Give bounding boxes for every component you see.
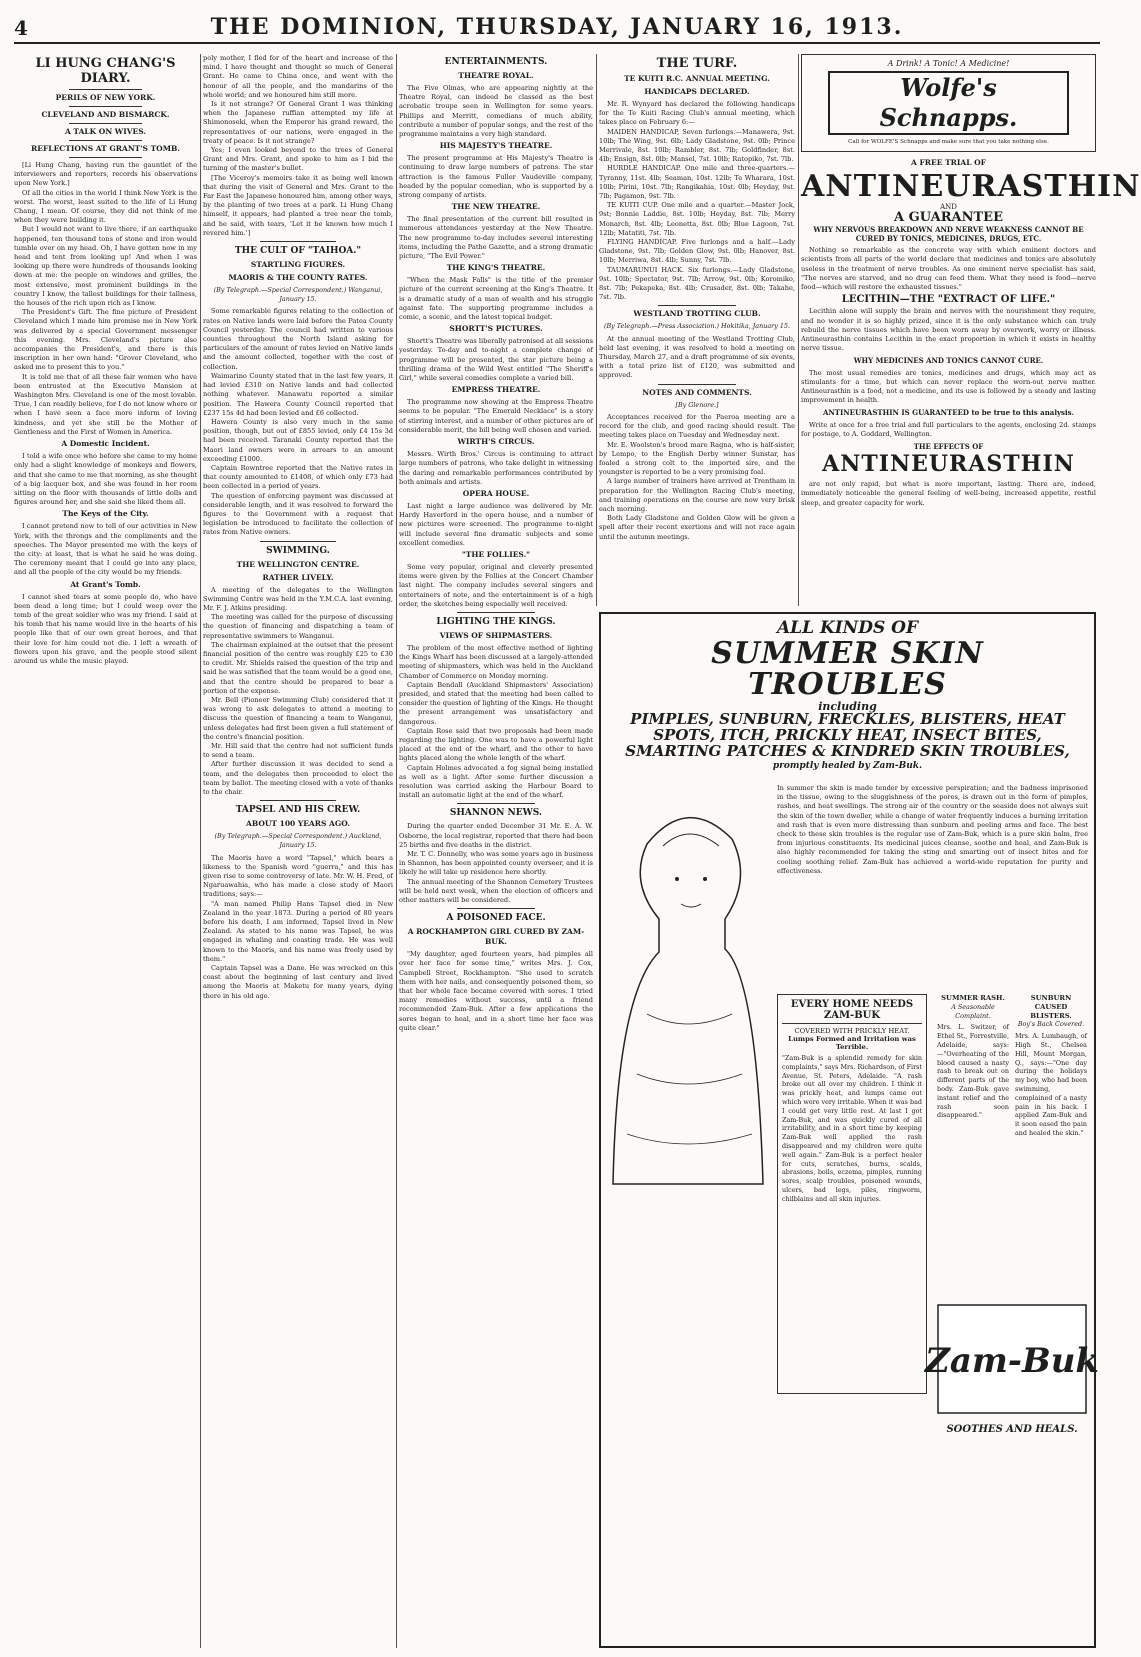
column-3	[399, 54, 593, 1648]
divider	[69, 140, 142, 141]
ad-intro: A FREE TRIAL OF	[911, 158, 986, 168]
divider	[69, 157, 142, 158]
article-paragraph: During the quarter ended December 31 Mr. E. A. W. Osborne, the local registrar, reported that there had been 25 births and five deaths in the district.	[399, 822, 593, 849]
article-paragraph: The present programme at His Majesty's Theatre is continuing to draw large numbers of patrons. The star attraction is the famous Fuller Vaudeville company, headed by the popular comedian, who is supported by a strong company of artists.	[399, 154, 593, 200]
article-paragraph: [Li Hung Chang, having run the gauntlet of the interviewers and reporters, records his observations upon New York.]	[14, 161, 197, 188]
article-paragraph: Is it not strange? Of General Grant I was thinking when the Japanese ruffian attempted my life at Shimonoseki, when the Emperor his grand reward, the representatives of our nations, were engaged in the treaty of peace. Is it not strange?	[203, 100, 393, 145]
logo-text: Zam-Buk	[925, 1341, 1099, 1381]
testimonial-subtitle: Boy's Back Covered.	[1017, 1020, 1085, 1029]
article-paragraph: The President's Gift. The fine picture of President Cleveland which I made him promise me in New York was delivered by a special Government messenger this evening. Mrs. Cleveland's picture also accompanies the President's, and there is this inscription in her own hand: "Grover Cleveland, who asked me to present this to you."	[14, 308, 197, 372]
article-paragraph: Messrs. Wirth Bros.' Circus is continuing to attract large numbers of patrons, who take delight in witnessing the daring and remarkable performances contributed by both animals and artists.	[399, 450, 593, 486]
ad-brand: ANTINEURASTHIN	[822, 451, 1075, 478]
ad-subhead: WHY NERVOUS BREAKDOWN AND NERVE WEAKNESS CANNOT BE CURED BY TONICS, MEDICINES, DRUGS, ETC.	[813, 224, 1084, 244]
article-paragraph: Mr. R. Wynyard has declared the following handicaps for the Te Kuiti Racing Club's annual meeting, which takes place on February 6:—	[599, 100, 795, 127]
woman-illustration	[607, 784, 767, 1184]
article-headline: NOTES AND COMMENTS.	[642, 387, 752, 397]
divider	[457, 803, 535, 804]
article-deck: MAORIS & THE COUNTY RATES.	[228, 273, 368, 283]
ad-body: Write at once for a free trial and full particulars to the agents, enclosing 2d. stamps for postage, to A. Goddard, Wellington.	[801, 420, 1096, 438]
ad-subhead: LECITHIN—THE "EXTRACT OF LIFE."	[841, 294, 1056, 306]
section-subhead: THE NEW THEATRE.	[451, 202, 541, 212]
article-paragraph: Some remarkable figures relating to the collection of rates on Native lands were laid before the Patea County Council yesterday. The council had written to various counties throughout the North Island asking for particulars of the amount of rates levied on Native lands and the amount collected, together with the cost of collection.	[203, 307, 393, 371]
section-subhead: A Domestic Incident.	[61, 439, 150, 449]
box-subhead: COVERED WITH PRICKLY HEAT.	[794, 1027, 910, 1035]
article-paragraph: The programme now showing at the Empress Theatre seems to be popular. "The Emerald Necklace" is a story of stirring interest, and a number of other pictures are of considerable merit, the bill being well chosen and varied.	[399, 398, 593, 434]
divider	[69, 89, 142, 90]
article-paragraph: At the annual meeting of the Westland Trotting Club, held last evening, it was resolved to hold a meeting on Thursday, March 27, and a draft programme of six events, with a total prize list of £120, was submitted and approved.	[599, 334, 795, 380]
column-1	[14, 54, 197, 1648]
article-paragraph: The chairman explained at the outset that the present financial position of the centre was roughly £25 to £30 to credit. Mr. Shields raised the question of the trip and said he was satisfied that the team would be a good one, and that the centre should be prepared to bear a portion of the expense.	[203, 640, 393, 695]
article-paragraph: Mr. Bell (Pioneer Swimming Club) considered that it was wrong to ask delegates to attend a meeting to discuss the question of financing a team to Wanganui, unless delegates had first been given a full statement of the centre's financial position.	[203, 695, 393, 741]
divider	[658, 305, 736, 306]
article-paragraph: Captain Rowntree reported that the Native rates in that county amounted to £1408, of which only £73 had been collected in a period of years.	[203, 463, 393, 491]
testimonial-summer-rash	[937, 994, 1009, 1294]
article-paragraph: HURDLE HANDICAP. One mile and three-quarters.—Tyranny, 11st. 4lb; Seaman, 10st. 12lb; Te Wharara, 10st. 10lb; Pirini, 10st. 7lb; Rangikahia, 10st. 0lb; Heyday, 9st. 7lb; Pagamon, 9st. 7lb.	[599, 164, 795, 201]
divider	[69, 106, 142, 107]
testimonial-title: SUNBURN CAUSED BLISTERS.	[1030, 994, 1072, 1020]
article-continuation: poly mother, I fled for of the heart and increase of the mind. I have thought and thought so much of General Grant. He came to China once, and went with the honour of all the people, and the mandarins of the whole world; and we honoured him still more.	[203, 54, 393, 99]
article-deck: RATHER LIVELY.	[262, 572, 334, 582]
zam-buk-ad	[599, 612, 1099, 1648]
ad-note: Call for WOLFE'S Schnapps and make sure that you take nothing else.	[848, 139, 1049, 146]
divider	[69, 123, 142, 124]
article-headline: WESTLAND TROTTING CLUB.	[633, 309, 761, 319]
article-headline: A POISONED FACE.	[446, 913, 546, 924]
byline: (By Telegraph.—Press Association.) Hokitika, January 15.	[603, 322, 791, 331]
article-paragraph: MAIDEN HANDICAP, Seven furlongs.—Manawera, 9st. 10lb; The Wing, 9st. 6lb; Lady Gladstone, 9st. 0lb; Prince Merrivale, 8st. 10lb; Rambler, 8st. 7lb; Goldfinder, 8st. 4lb; Ensign, 8st. 0lb; Mansel, 7st. 10lb; Ratopiko, 7st. 7lb.	[599, 127, 795, 164]
zam-buk-logo	[925, 1304, 1099, 1414]
article-paragraph: I told a wife once who before she came to my home only had a slight knowledge of monkeys and flowers, and that she came to me that morning, as she thought of a big lacquer box, and she was found in her room sitting on the floor with thousands of little dolls and figures around her, and she said she liked them all.	[14, 452, 197, 507]
section-subhead: SHORTT'S PICTURES.	[449, 324, 543, 334]
box-body: "Zam-Buk is a splendid remedy for skin complaints," says Mrs. Richardson, of First Avenue, St. Peters, Adelaide. "A rash broke out all over my children. I think it was prickly heat, and lumps came out which were very irritable. When it was bad I could get very little rest. At last I got Zam-Buk, and was quickly cured of all irritability, and in a short time by keeping Zam-Buk well applied the rash disappeared and my children were quite well again." Zam-Buk is a perfect healer for cuts, scratches, burns, scalds, abrasions, boils, eczema, pimples, running sores, scalp troubles, poisoned wounds, ulcers, bad legs, piles, ringworm, chilblains and all skin injuries.	[782, 1054, 922, 1203]
article-paragraph: "When the Mask Falls" is the title of the premier picture of the current screening at the King's Theatre. It is a dramatic study of a man of wealth and his struggle against fate. The supporting programme includes a comic, a scenic, and the latest topical budget.	[399, 276, 593, 322]
section-headline: THE TURF.	[656, 56, 738, 71]
article-paragraph: I cannot pretend now to tell of our activities in New York, with the throngs and the compliments and the speeches. The Mayor presented me with the keys of the city: at least, that is what he said he was doing. The ceremony meant that I could go into any place, and all the people of the city would be my friends.	[14, 522, 197, 577]
column-rule	[798, 54, 799, 606]
article-paragraph: Some very popular, original and cleverly presented items were given by the Follies at the Concert Chamber last night. The company includes several singers and entertainers of note, and the entertainment is of a high order, the sketches being especially well received.	[399, 562, 593, 608]
ad-tagline: SOOTHES AND HEALS.	[946, 1424, 1078, 1435]
byline: (By Telegraph.—Special Correspondent.) Wanganui, January 15.	[213, 286, 383, 304]
section-subhead: At Grant's Tomb.	[70, 579, 141, 589]
ad-conjunction: AND	[940, 203, 957, 212]
article-paragraph: Shortt's Theatre was liberally patronised at all sessions yesterday. To-day and to-night a complete change of programme will be presented, the star picture being a thrilling drama of the Wild West entitled "The Sheriff's Girl," while several comedies complete a varied bill.	[399, 337, 593, 383]
column-rule	[200, 54, 201, 1648]
testimonial-body: Mrs. L. Switzer, of Ethel St., Forrestville, Adelaide, says:—"Overheating of the blood caused a nasty rash to break out on different parts of the body. Zam-Buk gave instant relief and the rash soon disappeared."	[937, 1023, 1009, 1120]
ad-main	[607, 784, 1099, 1640]
box-headline: EVERY HOME NEEDS ZAM-BUK	[782, 999, 922, 1024]
column-rule	[596, 54, 597, 606]
masthead	[14, 8, 1100, 44]
article-headline: TAPSEL AND HIS CREW.	[235, 805, 361, 816]
article-headline: SWIMMING.	[266, 545, 330, 556]
divider	[457, 612, 535, 613]
article-deck: HANDICAPS DECLARED.	[644, 87, 750, 96]
box-subhead: Lumps Formed and Irritation was Terrible.	[788, 1035, 916, 1051]
section-subhead: "THE FOLLIES."	[461, 549, 531, 559]
article-paragraph: Hawera County is also very much in the same position, though, but out of £855 levied, only £4 15s 3d had been received. Taranaki County reported that the Maori land owners were in arrears to an amount exceeding £1000.	[203, 417, 393, 463]
section-subhead: OPERA HOUSE.	[462, 488, 530, 498]
byline: (By Telegraph.—Special Correspondent.) Auckland, January 15.	[214, 832, 382, 850]
article-headline: LI HUNG CHANG'S DIARY.	[35, 56, 176, 86]
divider	[260, 241, 336, 242]
article-deck: ABOUT 100 YEARS AGO.	[246, 819, 350, 829]
column-2	[203, 54, 393, 1648]
article-paragraph: Of all the cities in the world I think New York is the worst. The worst, least suited to the life of Li Hung Chang, I mean. Of course, they did not think of me when they were building it.	[14, 188, 197, 225]
divider	[457, 908, 535, 909]
article-paragraph: Mr. Hill said that the centre had not sufficient funds to send a team.	[203, 742, 393, 760]
divider	[260, 800, 336, 801]
page-number: 4	[14, 16, 28, 40]
ad-subhead: WHY MEDICINES AND TONICS CANNOT CURE.	[853, 356, 1044, 366]
ad-headline-line: ALL KINDS OF	[776, 618, 919, 638]
article-deck: VIEWS OF SHIPMASTERS.	[439, 630, 553, 640]
article-paragraph: After further discussion it was decided to send a team, and the delegates then proceeded to elect the team by ballot. The meeting closed with a vote of thanks to the chair.	[203, 760, 393, 797]
section-subhead: THEATRE ROYAL.	[458, 71, 534, 80]
byline: [By Glenore.]	[675, 400, 719, 409]
article-deck: A ROCKHAMPTON GIRL CURED BY ZAM-BUK.	[407, 927, 585, 947]
article-paragraph: I cannot shed tears at some people do, who have been dead a long time; but I could weep over the tomb of the great soldier who was my friend. I said at his tomb that his name would live in the hearts of his people like that of our own great heroes, and that their love for him could not die. I left a wreath of flowers upon his grave, and the people stood silent around us while the music played.	[14, 592, 197, 665]
article-paragraph: Mr. E. Woolston's brood mare Ragna, who is half-sister, by Lempo, to the English Derby winner Sunstar, has foaled a strong colt to the imported sire, and the youngster is reported to be a very promising foal.	[599, 440, 795, 477]
ad-body: In summer the skin is made tender by excessive perspiration; and the badness imprisoned in the tissue, owing to the sluggishness of the pores, is drawn out in the form of pimples, rashes, and heat swellings. The strong air of the country or the seaside does not always suit the skin of the town dweller, while a change of water frequently induces a burning irritation and rash that is even more distressing than sunburn and peeling arms and face. The best check to these skin troubles is the regular use of Zam-Buk, which is a pure skin balm, free from injurious constituents. Its medicinal juices cleanse, soothe and heal, and Zam-Buk is also highly recommended for taking the sting and smarting out of insect bites and for cooling soothing relief. Zam-Buk has achieved a world-wide reputation for purity and effectiveness.	[777, 784, 1088, 875]
article-paragraph: Captain Holmes advocated a fog signal being installed as well as a light. After some further discussion a resolution was carried asking the Harbour Board to install an automatic light at the end of the wharf.	[399, 763, 593, 800]
article-paragraph: Captain Bendall (Auckland Shipmasters' Association) presided, and stated that the meeting had been called to consider the question of lighting of the Kings. He thought the present arrangement was unsatisfactory and dangerous.	[399, 680, 593, 726]
ad-headline-line: promptly healed by Zam-Buk.	[772, 760, 923, 771]
article-paragraph: But I would not want to live there, if an earthquake happened, ten thousand tons of stone and iron would tumble over on my head. Oh, I have gotten now in my head and tent from looking up! And when I was looking up there were hundreds of thousands looking down at me: the people on windows and grilles, the most extensive, most prominent buildings in the country I know, the tallest buildings for their tallness, the houses of the rich upon rich as I know.	[14, 225, 197, 308]
divider	[658, 384, 736, 385]
section-subhead: THE KING'S THEATRE.	[446, 263, 546, 273]
article-paragraph: The Maoris have a word "Tapsel," which bears a likeness to the Spanish word "guerra," and this has given rise to some controversy of late. Mr. W. H. Fred, of Ngaruawahia, who has made a close study of Maori traditions, says:—	[203, 853, 393, 899]
article-paragraph: Mr. T. C. Donnelly, who was some years ago in business in Shannon, has been appointed county overseer, and it is likely he will take up residence here shortly.	[399, 850, 593, 877]
article-headline: THE CULT OF "TAIHOA."	[234, 246, 362, 257]
article-paragraph: A large number of trainers have arrived at Trentham in preparation for the Wellington Racing Club's meeting, and training operations on the course are now very brisk each morning.	[599, 477, 795, 513]
section-subhead: HIS MAJESTY'S THEATRE.	[439, 141, 553, 151]
ad-headline-line: including	[818, 699, 877, 713]
section-headline: ENTERTAINMENTS.	[444, 57, 548, 67]
article-paragraph: FLYING HANDICAP. Five furlongs and a half.—Lady Gladstone, 9st. 7lb; Golden Glow, 9st. 0lb; Hanover, 8st. 10lb; Merriwa, 8st. 4lb; Sunny, 7st. 7lb.	[599, 238, 795, 265]
section-subhead: EMPRESS THEATRE.	[451, 385, 541, 395]
article-headline: SHANNON NEWS.	[449, 808, 543, 819]
article-paragraph: TE KUITI CUP. One mile and a quarter.—Master Jock, 9st; Bonnie Laddie, 8st. 10lb; Heyday, 8st. 7lb; Merry Monarch, 8st. 4lb; Leonetta, 8st. 0lb; Blue Lagoon, 7st. 12lb; Matatiti, 7st. 7lb.	[599, 201, 795, 237]
ad-body: are not only rapid, but what is more important, lasting. There are, indeed, immediately noticeable the general feeling of well-being, increased appetite, restful sleep, and greater capacity for work.	[801, 480, 1096, 507]
ad-body: Nothing so remarkable as the concrete way with which eminent doctors and scientists from all parts of the world declare that medicines and tonics are absolutely useless in the treatment of nerve troubles. As one eminent nerve specialist has said, "The nerves are starved, and no drug can feed them. What they need is food—nerve food—which will restore the exhausted tissues."	[801, 246, 1096, 292]
testimonial-sunburn	[1015, 994, 1087, 1294]
wolfe-schnapps-ad	[801, 54, 1096, 152]
ad-brand: ANTINEURASTHIN	[801, 169, 1141, 205]
article-headline: LIGHTING THE KINGS.	[436, 616, 556, 627]
article-deck: PERILS OF NEW YORK.	[55, 93, 156, 102]
article-paragraph: Captain Tapsel was a Dane. He was wrecked on this coast about the beginning of last century and lived among the Maoris at Maketu for many years, dying there in his old age.	[203, 964, 393, 1000]
article-paragraph: [The Viceroy's memoirs take it as being well known that during the visit of General and Mrs. Grant to the Far East the Japanese honoured him, among other ways, by the planting of two trees at a park. Li Hung Chang himself, it appears, had planted a tree near the tomb, and he said, with tears, 'Let it be known how much I revered him.']	[203, 173, 393, 237]
newspaper-title: THE DOMINION, THURSDAY, JANUARY 16, 1913.	[210, 14, 904, 40]
article-deck: STARTLING FIGURES.	[250, 260, 346, 270]
section-subhead: WIRTH'S CIRCUS.	[457, 437, 535, 447]
ad-guarantee: A GUARANTEE	[893, 209, 1003, 225]
ad-subhead: ANTINEURASTHIN IS GUARANTEED to be true to this analysis.	[822, 408, 1075, 418]
article-paragraph: Last night a large audience was delivered by Mr. Hardy Haverford in the opera house, and a number of new pictures were screened. The programme to-night will include several fine dramatic subjects and some excellent comedies.	[399, 501, 593, 547]
testimonial-body: Mrs. A. Lumbaugh, of High St., Chelsea Hill, Mount Morgan, Q., says:—"One day during the holidays my boy, who had been swimming, complained of a nasty pain in his back. I applied Zam-Buk and it soon eased the pain and healed the skin."	[1015, 1032, 1087, 1137]
article-deck: A TALK ON WIVES.	[64, 127, 147, 136]
ad-headline-main: SUMMER SKIN TROUBLES	[711, 635, 984, 703]
testimonial-subtitle: A Seasonable Complaint.	[951, 1002, 995, 1020]
divider	[260, 541, 336, 542]
column-rule	[396, 54, 397, 1648]
article-deck: CLEVELAND AND BISMARCK.	[41, 110, 170, 119]
ad-headline	[607, 620, 1088, 771]
article-paragraph: Both Lady Gladstone and Golden Glow will be given a spell after their recent exertions and will not race again until the autumn meetings.	[599, 514, 795, 541]
article-paragraph: Acceptances received for the Paeroa meeting are a record for the club, and good racing should result. The meeting takes place on Tuesday and Wednesday next.	[599, 412, 795, 440]
column-4	[599, 54, 795, 606]
testimonial-box	[777, 994, 927, 1394]
article-paragraph: The question of enforcing payment was discussed at considerable length, and it was resolved to forward the figures to the Government with a request that legislation be introduced to facilitate the collection of rates from Native owners.	[203, 491, 393, 537]
ad-subhead: THE EFFECTS OF	[913, 442, 984, 452]
article-paragraph: Waimarino County stated that in the last few years, it had levied £310 on Native lands and had collected nothing whatever. Manawatu reported a similar position. The Hawera County Council reported that £237 15s 4d had been levied and £6 collected.	[203, 371, 393, 417]
article-paragraph: Yes; I even looked beyond to the trees of General Grant and Mrs. Grant, and spoke to him as I bid the turning of the master's bullet.	[203, 146, 393, 173]
column-5-ads	[801, 54, 1141, 606]
article-paragraph: The meeting was called for the purpose of discussing the question of financing and dispatching a team of representative swimmers to Wanganui.	[203, 613, 393, 640]
antineurasthin-ad	[801, 158, 1141, 507]
article-paragraph: The Five Olmas, who are appearing nightly at the Theatre Royal, can indeed be classed as the best acrobatic troupe seen in Wellington for some years. Phillips and Merritt, comedians of much ability, contribute a number of popular songs, and the rest of the programme maintains a very high standard.	[399, 84, 593, 139]
article-paragraph: "A man named Philip Hans Tapsel died in New Zealand in the year 1873. During a period of 80 years before his death, I am informed, Tapsel lived in New Zealand. As stated to his name was Tapsel, he was engaged in whaling and coasting trade. He was well known to the Maoris, and his name was freely used by them."	[203, 899, 393, 963]
article-deck: REFLECTIONS AT GRANT'S TOMB.	[31, 144, 180, 153]
ad-brand: Wolfe's Schnapps.	[828, 71, 1069, 135]
article-paragraph: Captain Rose said that two proposals had been made regarding the lighting. One was to have a powerful light placed at the end of the wharf, and the other to have lights placed along the whole length of the wharf.	[399, 726, 593, 763]
testimonial-title: SUMMER RASH.	[941, 994, 1005, 1002]
article-paragraph: A meeting of the delegates to the Wellington Swimming Centre was held in the Y.M.C.A. last evening, Mr. F. J. Atkins presiding.	[203, 585, 393, 612]
article-paragraph: The problem of the most effective method of lighting the Kings Wharf has been discussed at a largely-attended meeting of shipmasters, which was held in the Auckland Chamber of Commerce on Monday morning.	[399, 643, 593, 680]
ad-body: The most usual remedies are tonics, medicines and drugs, which may act as stimulants for a time, but which can never replace the worn-out nerve matter. Antineurasthin is a food, not a medicine, and its use is followed by a steady and lasting improvement in health.	[801, 368, 1096, 405]
article-deck: THE WELLINGTON CENTRE.	[236, 559, 360, 569]
article-paragraph: The final presentation of the current bill resulted in numerous attendances yesterday at the New Theatre. The new programme to-day includes several interesting items, including the Pathe Gazette, and a strong dramatic picture, "The Evil Power."	[399, 215, 593, 261]
section-subhead: The Keys of the City.	[62, 509, 149, 519]
ad-headline-list: PIMPLES, SUNBURN, FRECKLES, BLISTERS, HEAT SPOTS, ITCH, PRICKLY HEAT, INSECT BITES, SMARTING PATCHES & KINDRED SKIN TROUBLES,	[625, 710, 1070, 760]
article-paragraph: It is told me that of all these fair women who have been entrusted at the Executive Mansion at Washington Mrs. Cleveland is one of the most lovable. True, I can readily believe, for I do not know where or when I have seen a face more inform of loving kindness, and yet she still be the Mother of Gentleness and the First of Women in America.	[14, 372, 197, 436]
article-paragraph: TAUMARUNUI HACK. Six furlongs.—Lady Gladstone, 9st. 10lb; Spectator, 9st. 7lb; Arrow, 9st. 0lb; Koromiko, 8st. 7lb; Pekapeka, 8st. 4lb; Crusader, 8st. 0lb; Takahe, 7st. 7lb.	[599, 265, 795, 302]
ad-body: Lecithin alone will supply the brain and nerves with the nourishment they require, and no wonder it is so highly prized, since it is the only substance which can truly rebuild the nerve tissues which have been worn away by overwork, worry or illness. Antineurasthin contains Lecithin in the exact proportion in which it exists in healthy nerve tissue.	[801, 307, 1096, 353]
ad-tagline: A Drink! A Tonic! A Medicine!	[887, 59, 1010, 68]
article-paragraph: The annual meeting of the Shannon Cemetery Trustees will be held next week, when the election of officers and other matters will be considered.	[399, 877, 593, 905]
article-deck: TE KUITI R.C. ANNUAL MEETING.	[624, 74, 770, 83]
article-paragraph: "My daughter, aged fourteen years, had pimples all over her face for some time," writes Mrs. J. Cox, Campbell Street, Rockhampton. "She used to scratch them with her nails, and consequently poisoned them, so that her whole face became covered with sores. I tried many remedies without success, until a friend recommended Zam-Buk. After a few applications the sores began to heal, and in a short time her face was quite clear."	[399, 950, 593, 1032]
